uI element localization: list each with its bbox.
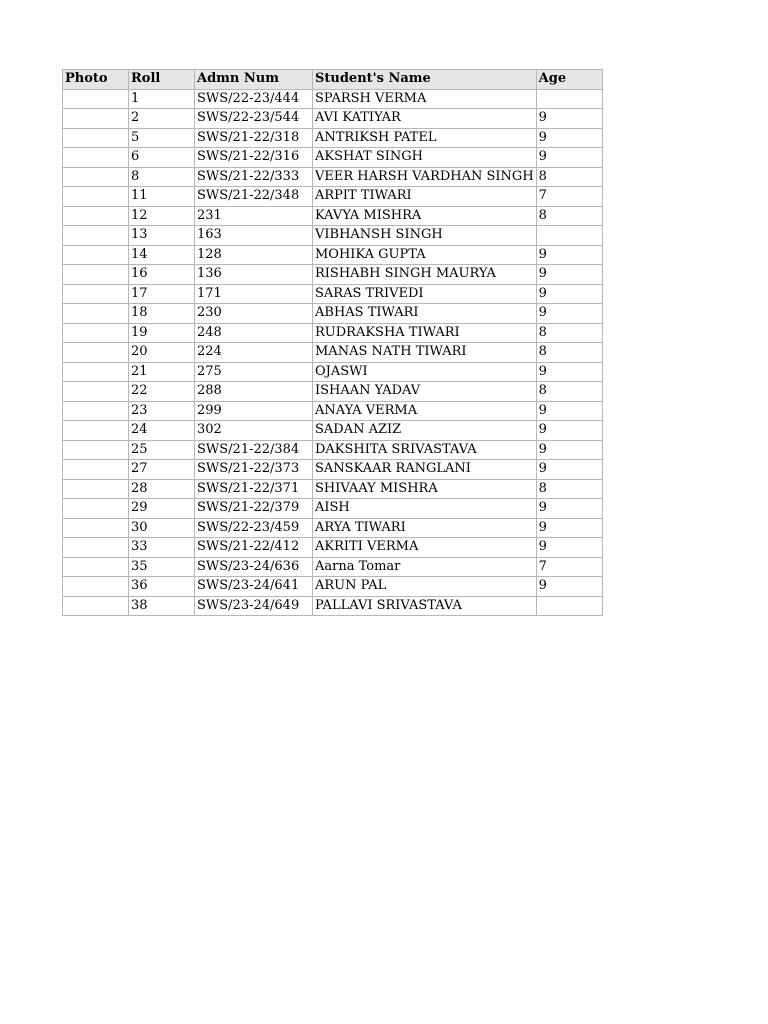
cell-roll: 38 (129, 596, 195, 616)
cell-student-name: RISHABH SINGH MAURYA (313, 265, 537, 285)
cell-photo (63, 538, 129, 558)
cell-age: 9 (536, 362, 602, 382)
cell-photo (63, 226, 129, 246)
cell-admn-num: 299 (195, 401, 313, 421)
table-row (63, 518, 603, 538)
cell-admn-num: SWS/21-22/412 (195, 538, 313, 558)
header-student-name: Student's Name (313, 70, 537, 90)
cell-admn-num: SWS/23-24/649 (195, 596, 313, 616)
cell-student-name: DAKSHITA SRIVASTAVA (313, 440, 537, 460)
cell-age: 8 (536, 479, 602, 499)
cell-roll: 11 (129, 187, 195, 207)
student-table (62, 69, 603, 616)
cell-roll: 12 (129, 206, 195, 226)
cell-photo (63, 89, 129, 109)
cell-roll: 25 (129, 440, 195, 460)
cell-photo (63, 382, 129, 402)
cell-student-name: SARAS TRIVEDI (313, 284, 537, 304)
cell-photo (63, 577, 129, 597)
header-admn-num: Admn Num (195, 70, 313, 90)
table-row (63, 148, 603, 168)
cell-student-name: AVI KATIYAR (313, 109, 537, 129)
cell-roll: 19 (129, 323, 195, 343)
cell-roll: 27 (129, 460, 195, 480)
cell-admn-num: 171 (195, 284, 313, 304)
cell-roll: 2 (129, 109, 195, 129)
cell-roll: 29 (129, 499, 195, 519)
cell-photo (63, 265, 129, 285)
cell-student-name: SPARSH VERMA (313, 89, 537, 109)
cell-admn-num: 163 (195, 226, 313, 246)
cell-photo (63, 323, 129, 343)
cell-photo (63, 148, 129, 168)
cell-roll: 13 (129, 226, 195, 246)
cell-student-name: SANSKAAR RANGLANI (313, 460, 537, 480)
cell-roll: 28 (129, 479, 195, 499)
cell-student-name: AISH (313, 499, 537, 519)
table-row (63, 284, 603, 304)
table-row (63, 323, 603, 343)
table-row (63, 557, 603, 577)
cell-student-name: VIBHANSH SINGH (313, 226, 537, 246)
cell-roll: 5 (129, 128, 195, 148)
table-row (63, 479, 603, 499)
table-body (63, 89, 603, 616)
cell-admn-num: 136 (195, 265, 313, 285)
cell-student-name: MOHIKA GUPTA (313, 245, 537, 265)
table-row (63, 382, 603, 402)
cell-student-name: ABHAS TIWARI (313, 304, 537, 324)
cell-age: 9 (536, 401, 602, 421)
table-row (63, 596, 603, 616)
table-row (63, 265, 603, 285)
table-row (63, 538, 603, 558)
table-row (63, 109, 603, 129)
cell-admn-num: SWS/23-24/636 (195, 557, 313, 577)
cell-photo (63, 109, 129, 129)
cell-age: 8 (536, 323, 602, 343)
cell-admn-num: SWS/21-22/373 (195, 460, 313, 480)
cell-roll: 22 (129, 382, 195, 402)
cell-admn-num: SWS/22-23/544 (195, 109, 313, 129)
cell-age: 9 (536, 440, 602, 460)
cell-roll: 17 (129, 284, 195, 304)
cell-admn-num: SWS/21-22/348 (195, 187, 313, 207)
cell-age: 8 (536, 206, 602, 226)
cell-student-name: AKRITI VERMA (313, 538, 537, 558)
cell-admn-num: SWS/21-22/333 (195, 167, 313, 187)
cell-photo (63, 128, 129, 148)
cell-photo (63, 343, 129, 363)
cell-roll: 35 (129, 557, 195, 577)
cell-photo (63, 421, 129, 441)
cell-roll: 16 (129, 265, 195, 285)
cell-age: 9 (536, 265, 602, 285)
cell-student-name: AKSHAT SINGH (313, 148, 537, 168)
table-row (63, 128, 603, 148)
cell-admn-num: 231 (195, 206, 313, 226)
cell-roll: 18 (129, 304, 195, 324)
cell-student-name: SADAN AZIZ (313, 421, 537, 441)
cell-photo (63, 479, 129, 499)
table-row (63, 401, 603, 421)
cell-age: 9 (536, 499, 602, 519)
cell-student-name: PALLAVI SRIVASTAVA (313, 596, 537, 616)
cell-student-name: VEER HARSH VARDHAN SINGH (313, 167, 537, 187)
cell-student-name: MANAS NATH TIWARI (313, 343, 537, 363)
cell-age: 9 (536, 421, 602, 441)
cell-admn-num: 224 (195, 343, 313, 363)
cell-student-name: OJASWI (313, 362, 537, 382)
header-row (63, 70, 603, 90)
cell-age: 9 (536, 577, 602, 597)
cell-age: 7 (536, 557, 602, 577)
cell-age: 9 (536, 148, 602, 168)
cell-admn-num: SWS/22-23/444 (195, 89, 313, 109)
cell-roll: 1 (129, 89, 195, 109)
table-row (63, 362, 603, 382)
cell-photo (63, 167, 129, 187)
cell-student-name: ARYA TIWARI (313, 518, 537, 538)
cell-photo (63, 440, 129, 460)
cell-admn-num: 288 (195, 382, 313, 402)
cell-age: 8 (536, 167, 602, 187)
cell-age: 9 (536, 128, 602, 148)
cell-admn-num: SWS/22-23/459 (195, 518, 313, 538)
cell-photo (63, 460, 129, 480)
table-row (63, 245, 603, 265)
cell-admn-num: SWS/21-22/318 (195, 128, 313, 148)
cell-admn-num: 275 (195, 362, 313, 382)
cell-admn-num: SWS/21-22/379 (195, 499, 313, 519)
cell-photo (63, 284, 129, 304)
table-row (63, 206, 603, 226)
header-photo: Photo (63, 70, 129, 90)
cell-photo (63, 401, 129, 421)
header-age: Age (536, 70, 602, 90)
cell-age: 8 (536, 343, 602, 363)
cell-roll: 6 (129, 148, 195, 168)
cell-age: 7 (536, 187, 602, 207)
cell-age: 9 (536, 304, 602, 324)
cell-student-name: ANAYA VERMA (313, 401, 537, 421)
cell-photo (63, 518, 129, 538)
table-row (63, 304, 603, 324)
cell-roll: 33 (129, 538, 195, 558)
cell-roll: 30 (129, 518, 195, 538)
table-header (63, 70, 603, 90)
cell-photo (63, 362, 129, 382)
table-row (63, 167, 603, 187)
cell-photo (63, 557, 129, 577)
table-row (63, 499, 603, 519)
table-row (63, 343, 603, 363)
cell-roll: 21 (129, 362, 195, 382)
cell-admn-num: 128 (195, 245, 313, 265)
cell-admn-num: SWS/21-22/316 (195, 148, 313, 168)
cell-student-name: ISHAAN YADAV (313, 382, 537, 402)
cell-age: 9 (536, 460, 602, 480)
cell-admn-num: 302 (195, 421, 313, 441)
cell-admn-num: 230 (195, 304, 313, 324)
table-row (63, 89, 603, 109)
cell-student-name: RUDRAKSHA TIWARI (313, 323, 537, 343)
table-row (63, 577, 603, 597)
table-row (63, 440, 603, 460)
cell-admn-num: SWS/21-22/384 (195, 440, 313, 460)
cell-photo (63, 206, 129, 226)
table-row (63, 421, 603, 441)
cell-age: 9 (536, 284, 602, 304)
cell-student-name: KAVYA MISHRA (313, 206, 537, 226)
cell-roll: 14 (129, 245, 195, 265)
table-row (63, 460, 603, 480)
cell-roll: 23 (129, 401, 195, 421)
cell-admn-num: SWS/21-22/371 (195, 479, 313, 499)
cell-student-name: SHIVAAY MISHRA (313, 479, 537, 499)
table-row (63, 226, 603, 246)
cell-photo (63, 596, 129, 616)
cell-age: 9 (536, 538, 602, 558)
cell-student-name: ANTRIKSH PATEL (313, 128, 537, 148)
cell-age: 9 (536, 109, 602, 129)
cell-admn-num: SWS/23-24/641 (195, 577, 313, 597)
cell-photo (63, 304, 129, 324)
cell-age: 9 (536, 518, 602, 538)
table-row (63, 187, 603, 207)
cell-age: 8 (536, 382, 602, 402)
header-roll: Roll (129, 70, 195, 90)
cell-photo (63, 245, 129, 265)
cell-photo (63, 187, 129, 207)
cell-age (536, 89, 602, 109)
cell-roll: 24 (129, 421, 195, 441)
cell-student-name: ARPIT TIWARI (313, 187, 537, 207)
cell-age (536, 596, 602, 616)
cell-roll: 36 (129, 577, 195, 597)
cell-photo (63, 499, 129, 519)
cell-age (536, 226, 602, 246)
cell-roll: 20 (129, 343, 195, 363)
cell-roll: 8 (129, 167, 195, 187)
cell-age: 9 (536, 245, 602, 265)
cell-student-name: ARUN PAL (313, 577, 537, 597)
cell-admn-num: 248 (195, 323, 313, 343)
cell-student-name: Aarna Tomar (313, 557, 537, 577)
